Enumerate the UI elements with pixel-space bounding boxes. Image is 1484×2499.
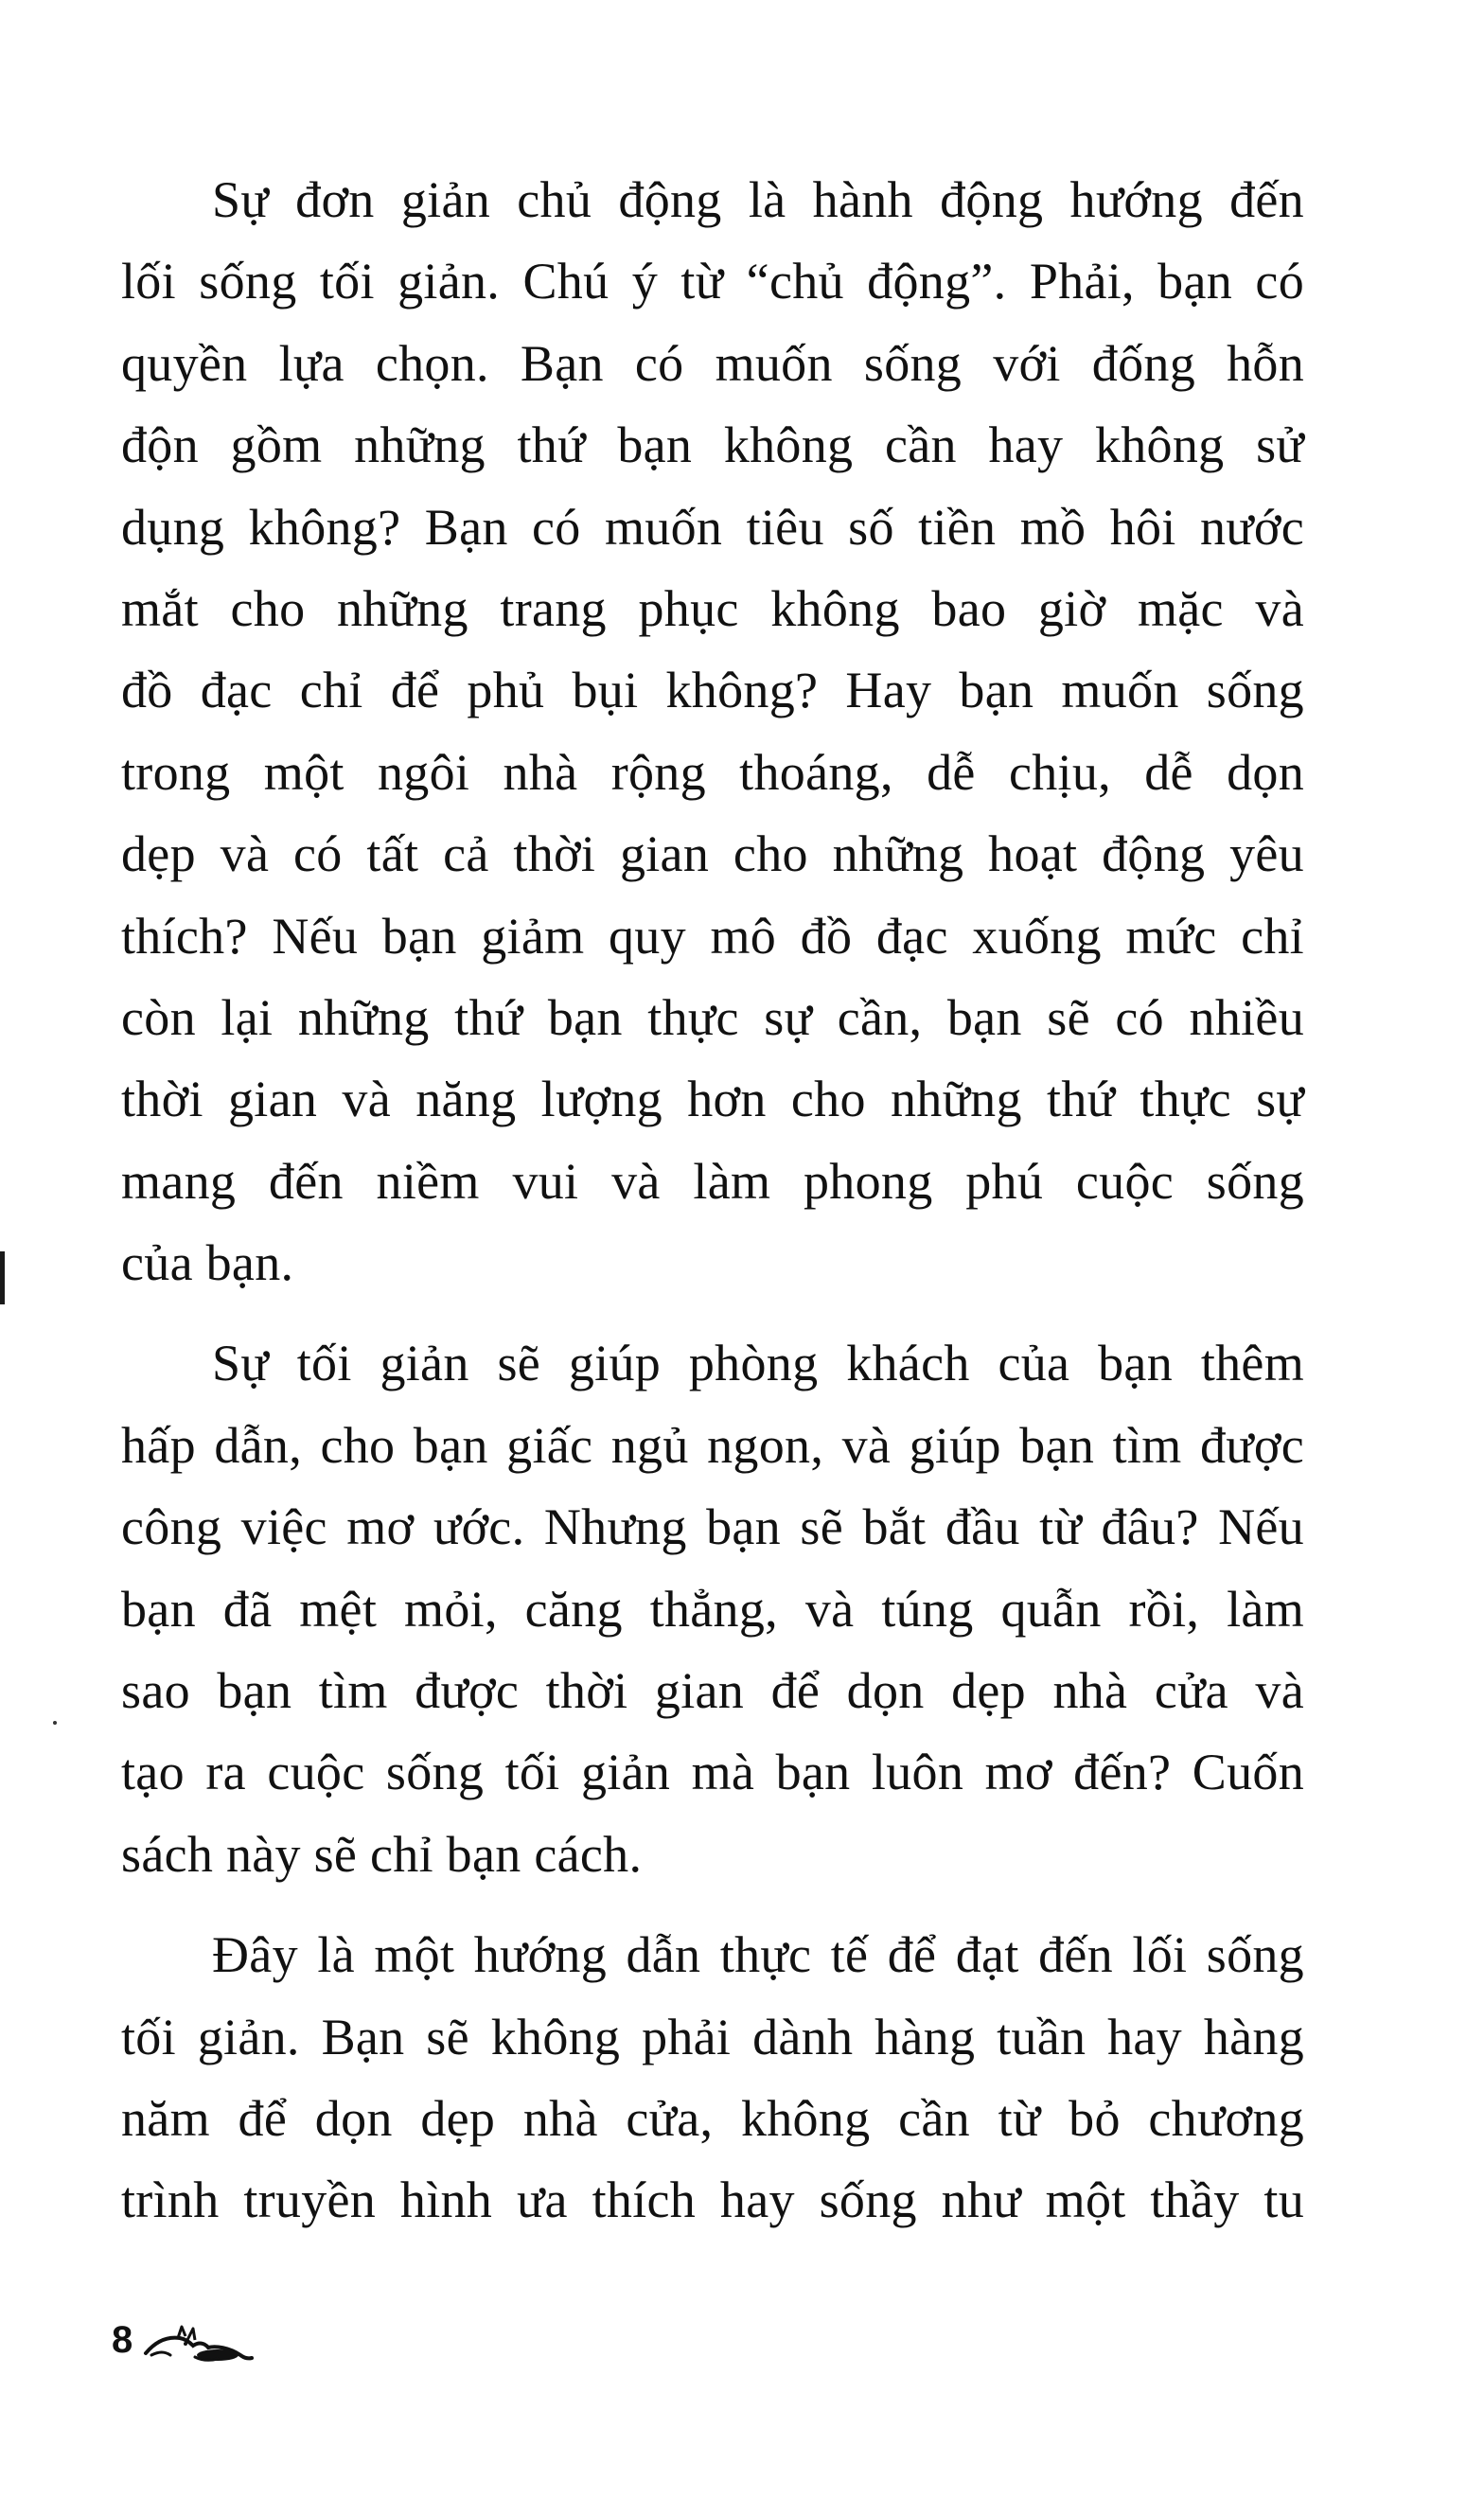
text-line: dụng không? Bạn có muốn tiêu số tiền mồ hôi nước <box>121 498 1304 556</box>
text-line: sách này sẽ chỉ bạn cách. <box>121 1825 643 1883</box>
text-line: độn gồm những thứ bạn không cần hay không sử <box>121 416 1304 474</box>
scan-speck <box>53 1721 57 1725</box>
text-line: năm để dọn dẹp nhà cửa, không cần từ bỏ chương <box>121 2089 1304 2147</box>
paragraph-2 <box>121 1322 1304 1895</box>
text-line: thời gian và năng lượng hơn cho những thứ thực sự <box>121 1071 1304 1128</box>
text-line: tạo ra cuộc sống tối giản mà bạn luôn mơ đến? Cuốn <box>121 1744 1304 1801</box>
paragraph-3 <box>121 1914 1304 2242</box>
body-text <box>121 159 1304 2242</box>
text-line: công việc mơ ước. Nhưng bạn sẽ bắt đầu từ đâu? Nếu <box>121 1498 1304 1556</box>
text-line: tối giản. Bạn sẽ không phải dành hàng tuần hay hàng <box>121 2008 1304 2065</box>
text-line: mắt cho những trang phục không bao giờ mặc và <box>121 579 1304 637</box>
text-line: quyền lựa chọn. Bạn có muốn sống với đống hỗn <box>121 334 1304 392</box>
scan-edge-mark <box>0 1251 5 1304</box>
text-line: Sự tối giản sẽ giúp phòng khách của bạn thêm <box>212 1335 1304 1392</box>
text-line: Đây là một hướng dẫn thực tế để đạt đến lối sống <box>212 1926 1304 1984</box>
text-line: Sự đơn giản chủ động là hành động hướng đến <box>212 171 1304 228</box>
text-line: trong một ngôi nhà rộng thoáng, dễ chịu, dễ dọn <box>121 743 1304 801</box>
text-line: hấp dẫn, cho bạn giấc ngủ ngon, và giúp bạn tìm được <box>121 1416 1304 1474</box>
text-line: bạn đã mệt mỏi, căng thẳng, và túng quẫn rồi, làm <box>121 1580 1304 1638</box>
page-number: 8 <box>112 2319 133 2361</box>
text-line: lối sống tối giản. Chú ý từ “chủ động”. Phải, bạn có <box>121 253 1304 310</box>
text-line: trình truyền hình ưa thích hay sống như một thầy tu <box>121 2171 1304 2229</box>
text-line: đồ đạc chỉ để phủ bụi không? Hay bạn muốn sống <box>121 662 1304 719</box>
text-line: của bạn. <box>121 1234 294 1292</box>
cat-ornament-icon <box>142 2313 256 2366</box>
text-line: dẹp và có tất cả thời gian cho những hoạt động yêu <box>121 825 1304 883</box>
text-line: thích? Nếu bạn giảm quy mô đồ đạc xuống mức chỉ <box>121 907 1304 965</box>
paragraph-gap <box>121 1303 1304 1322</box>
paragraph-gap <box>121 1895 1304 1914</box>
text-line: sao bạn tìm được thời gian để dọn dẹp nhà cửa và <box>121 1662 1304 1720</box>
text-line: còn lại những thứ bạn thực sự cần, bạn sẽ có nhiều <box>121 988 1304 1046</box>
text-line: mang đến niềm vui và làm phong phú cuộc sống <box>121 1152 1304 1210</box>
paragraph-1 <box>121 159 1304 1303</box>
